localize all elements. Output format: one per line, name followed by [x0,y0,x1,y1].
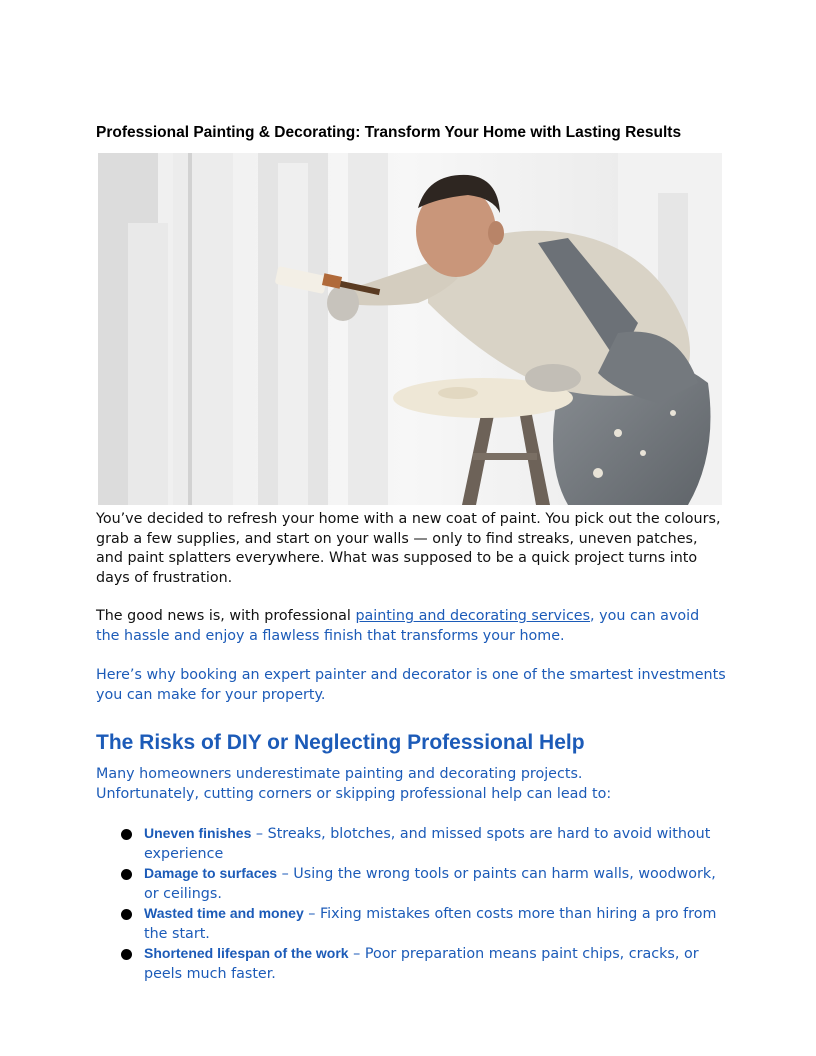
risk-text: – Streaks, blotches, and missed spots are hard to avoid without experience [144,826,711,862]
section-heading: The Risks of DIY or Neglecting Professional Help [96,731,585,754]
section-intro [96,765,726,804]
list-item [96,904,726,944]
bullet-icon [121,909,132,920]
list-item [96,824,726,864]
why-booking-paragraph: Here’s why booking an expert painter and decorator is one of the smartest investments you can make for your property. [96,667,726,703]
risk-text: – Using the wrong tools or paints can harm walls, woodwork, or ceilings. [144,866,716,902]
risks-list [96,824,726,984]
risk-text: – Fixing mistakes often costs more than hiring a pro from the start. [144,906,717,942]
section-intro-line-2: Unfortunately, cutting corners or skipping professional help can lead to: [96,785,612,802]
document-title: Professional Painting & Decorating: Transform Your Home with Lasting Results [96,124,682,141]
bullet-icon [121,869,132,880]
painting-services-link[interactable]: painting and decorating services [355,608,591,624]
risk-term: Damage to surfaces [144,865,278,881]
risk-term: Wasted time and money [144,905,304,921]
good-news-paragraph [96,607,726,646]
risk-term: Shortened lifespan of the work [144,945,349,961]
intro-paragraph: You’ve decided to refresh your home with a new coat of paint. You pick out the colours, grab a few supplies, and start on your walls — only to find streaks, uneven patches, and paint splatters everywhere. What was supposed to be a quick project turns into days of frustration. [96,511,721,586]
good-news-suffix: , you can avoid the hassle and enjoy a flawless finish that transforms your home. [96,608,700,644]
hero-image [98,153,722,505]
risk-text: – Poor preparation means paint chips, cracks, or peels much faster. [144,946,699,982]
list-item [96,944,726,984]
risk-term: Uneven finishes [144,825,252,841]
good-news-prefix: The good news is, with professional [96,608,356,624]
section-intro-line-1: Many homeowners underestimate painting and decorating projects. [96,766,583,782]
list-item [96,864,726,904]
bullet-icon [121,949,132,960]
bullet-icon [121,829,132,840]
